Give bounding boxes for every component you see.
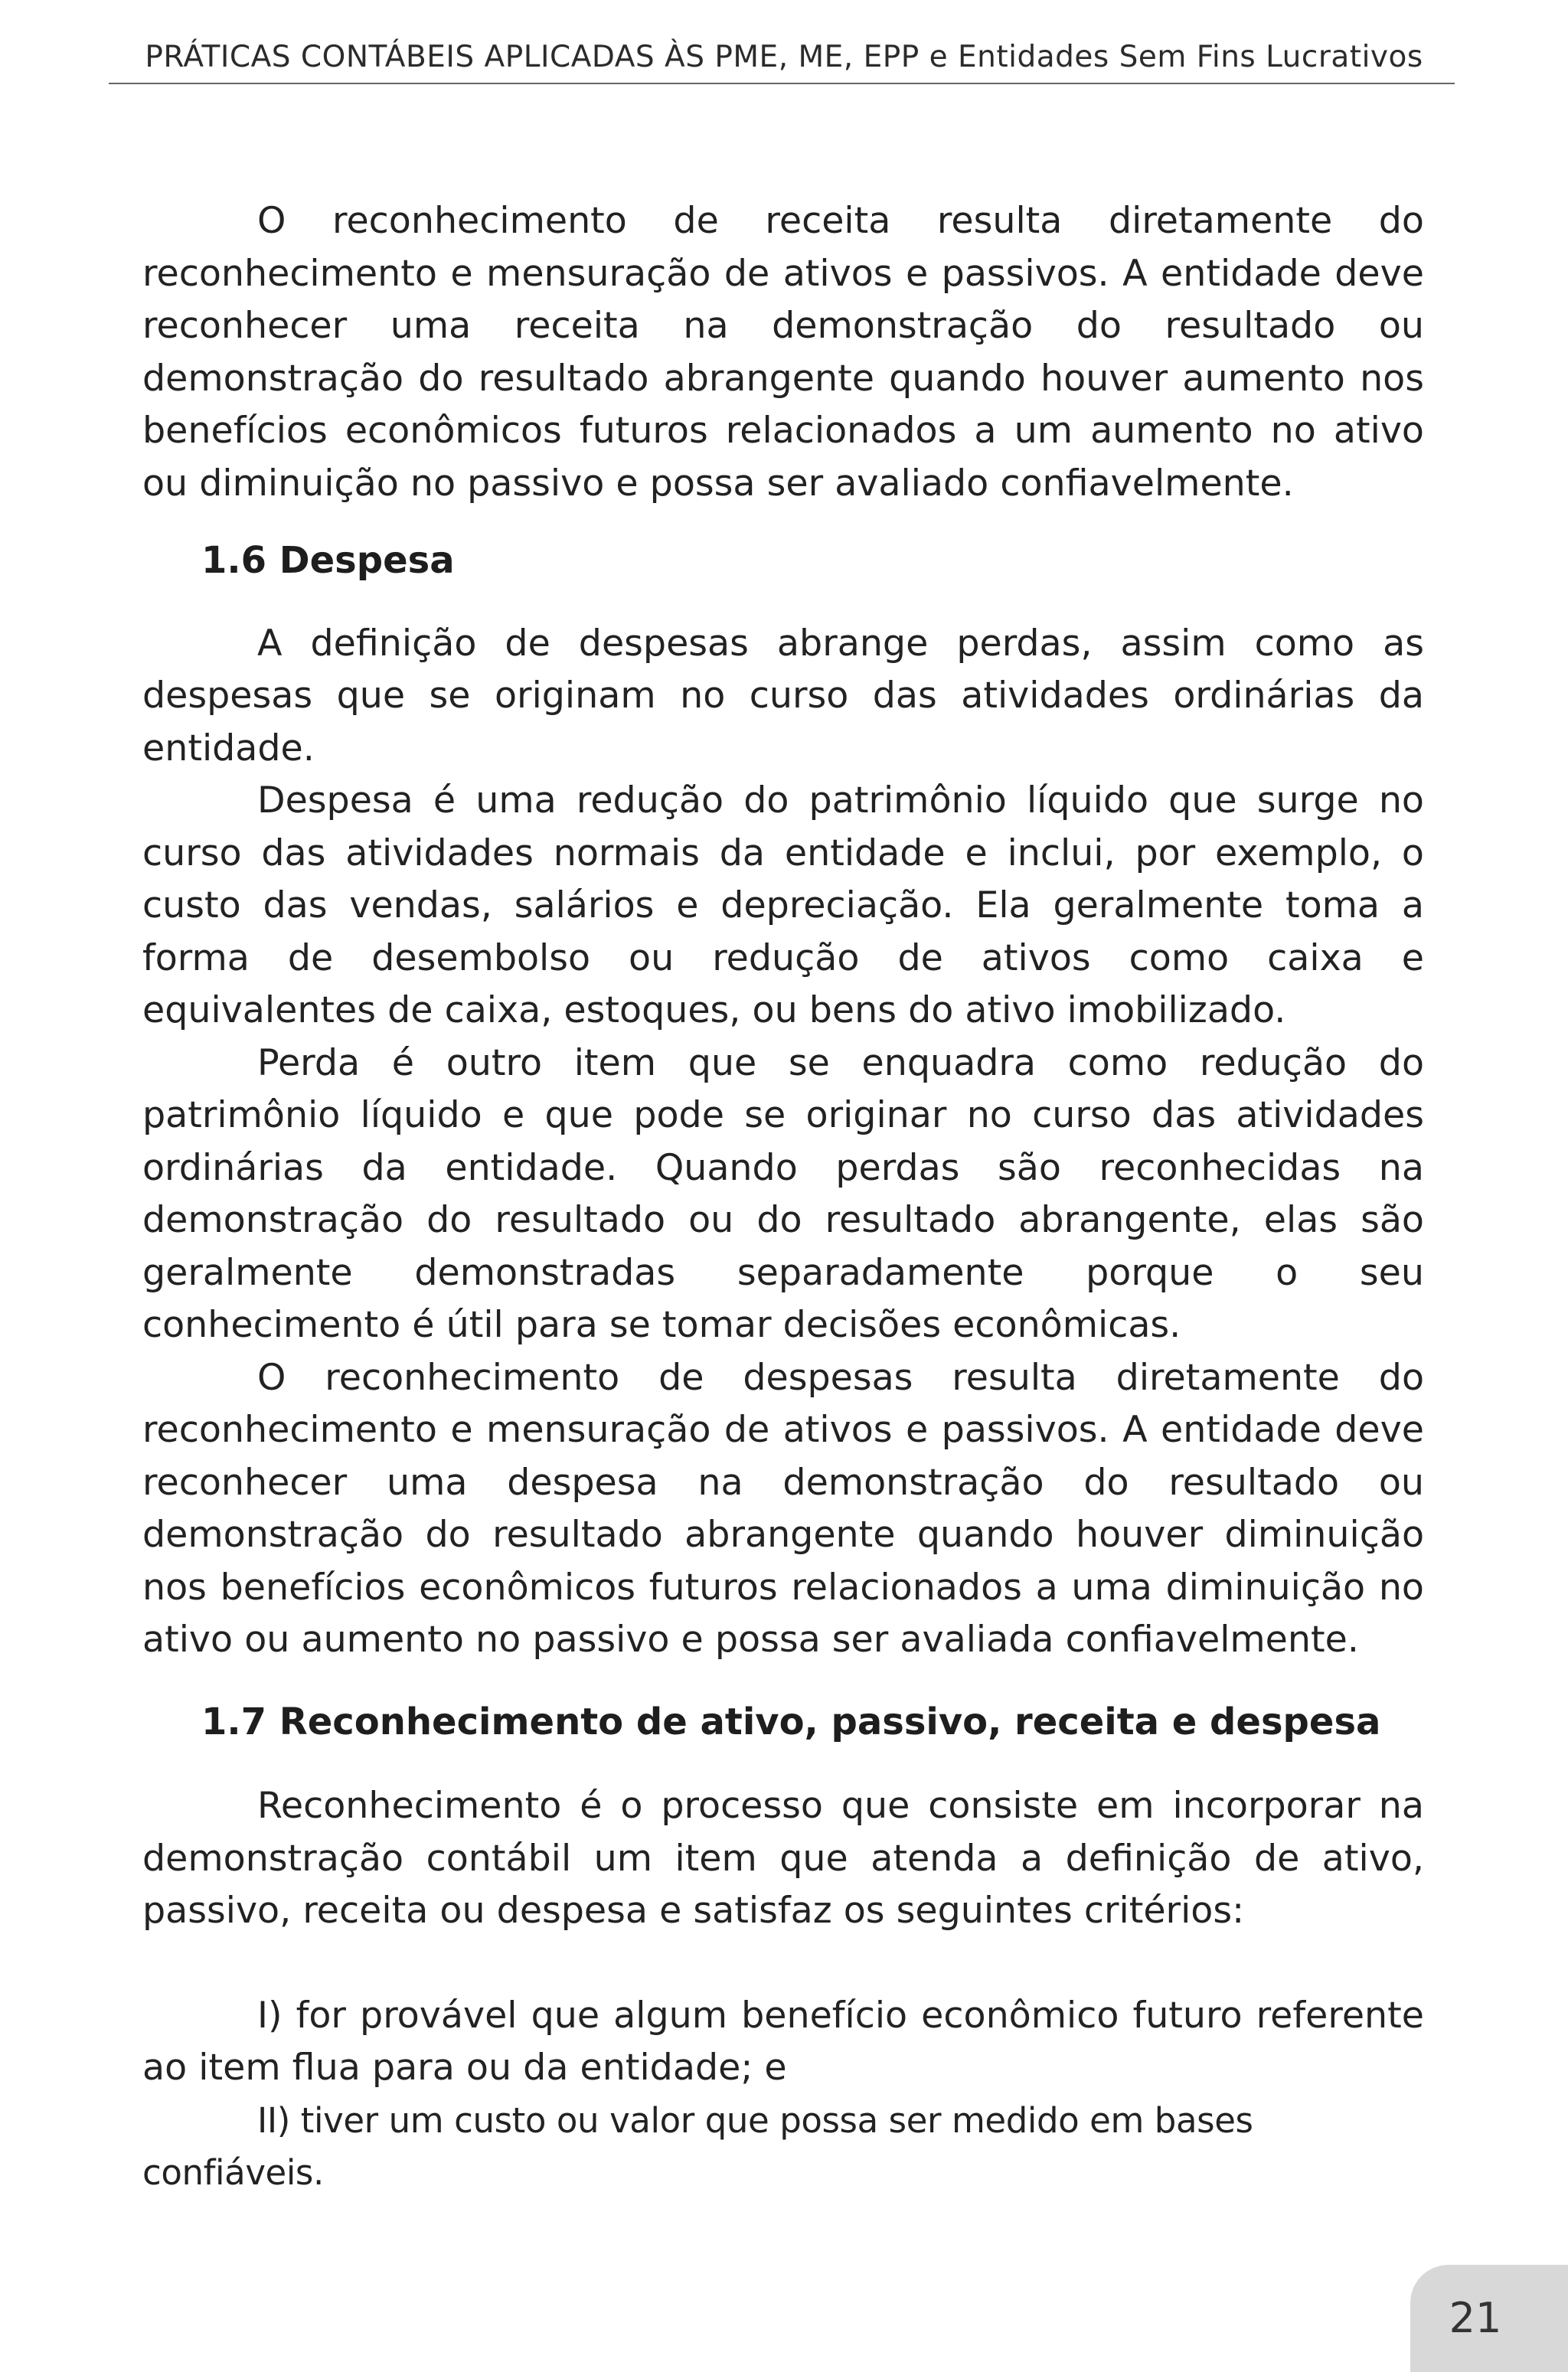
- criterion-item-2: II) tiver um custo ou valor que possa ser medido em bases confiáveis.: [142, 2099, 1253, 2193]
- paragraph: Perda é outro item que se enquadra como redução do patrimônio líquido e que pode se originar no curso das atividades ordinárias da entidade. Quando perdas são reconhecidas na demonstração do resultado ou do resultado abrangente, elas são geralmente demonstradas separadamente porque o seu conhecimento é útil para se tomar decisões econômicas.: [142, 1041, 1424, 1346]
- paragraph: Despesa é uma redução do patrimônio líquido que surge no curso das atividades normais da entidade e inclui, por exemplo, o custo das vendas, salários e depreciação. Ela geralmente toma a forma de desembolso ou redução de ativos como caixa e equivalentes de caixa, estoques, ou bens do ativo imobilizado.: [142, 779, 1424, 1031]
- paragraph: Reconhecimento é o processo que consiste em incorporar na demonstração contábil um item que atenda a definição de ativo, passivo, receita ou despesa e satisfaz os seguintes critérios:: [142, 1785, 1424, 1932]
- running-header: PRÁTICAS CONTÁBEIS APLICADAS ÀS PME, ME, EPP e Entidades Sem Fins Lucrativos: [145, 40, 1423, 74]
- intro-paragraph: O reconhecimento de receita resulta diretamente do reconhecimento e mensuração de ativos e passivos. A entidade deve reconhecer uma receita na demonstração do resultado ou demonstração do resultado abrangente quando houver aumento nos benefícios econômicos futuros relacionados a um aumento no ativo ou diminuição no passivo e possa ser avaliado confiavelmente.: [142, 200, 1424, 505]
- page-number: 21: [1449, 2294, 1502, 2342]
- header-rule: [109, 83, 1455, 84]
- section-heading-1-7: 1.7 Reconhecimento de ativo, passivo, receita e despesa: [201, 1700, 1381, 1743]
- section-heading-1-6: 1.6 Despesa: [201, 539, 455, 582]
- paragraph: O reconhecimento de despesas resulta diretamente do reconhecimento e mensuração de ativos e passivos. A entidade deve reconhecer uma despesa na demonstração do resultado ou demonstração do resultado abrangente quando houver diminuição nos benefícios econômicos futuros relacionados a uma diminuição no ativo ou aumento no passivo e possa ser avaliada confiavelmente.: [142, 1356, 1424, 1661]
- page-body: [142, 195, 1424, 2200]
- criterion-item-1: I) for provável que algum benefício econômico futuro referente ao item flua para ou da entidade; e: [142, 1994, 1424, 2089]
- paragraph: A definição de despesas abrange perdas, assim como as despesas que se originam no curso das atividades ordinárias da entidade.: [142, 622, 1424, 769]
